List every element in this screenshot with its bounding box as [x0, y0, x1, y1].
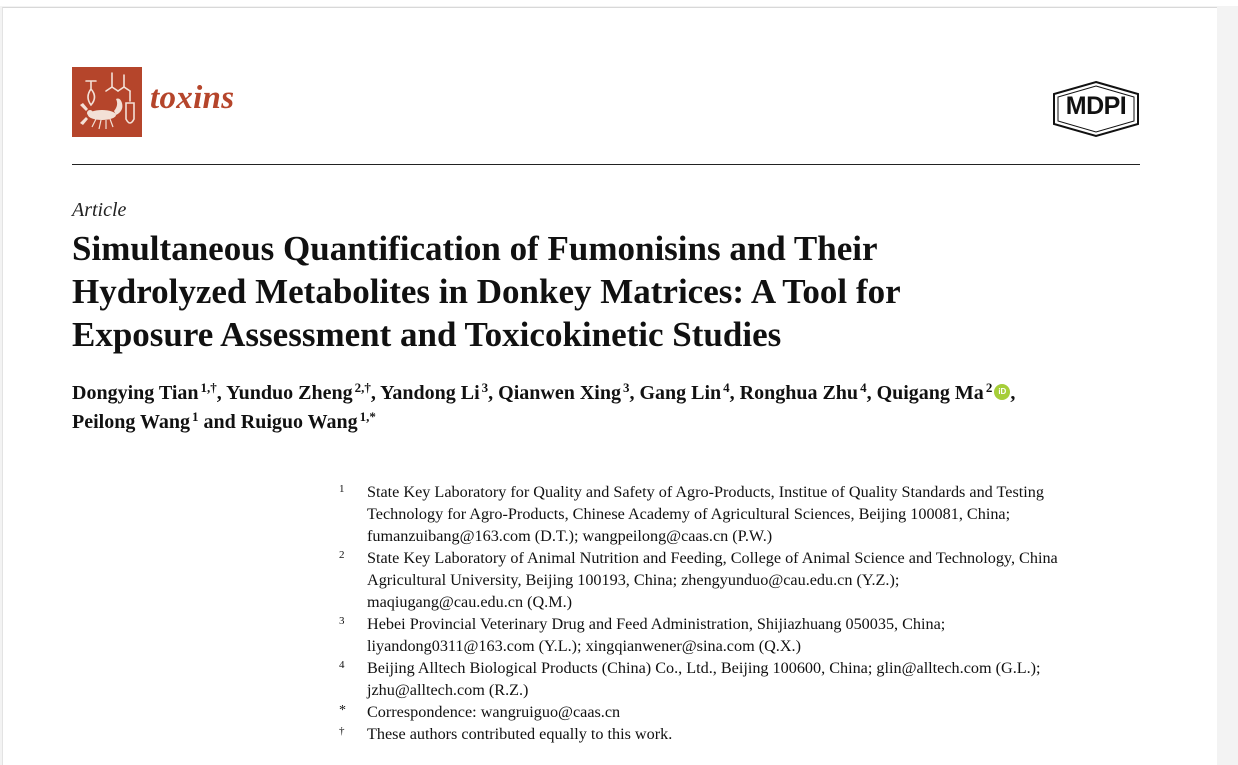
author: [740, 382, 872, 404]
author-separator: ,: [216, 382, 222, 404]
author-name: Peilong Wang: [72, 411, 190, 433]
header-divider: [72, 164, 1140, 165]
author-name: Qianwen Xing: [498, 382, 621, 404]
affiliation-email-line[interactable]: maqiugang@cau.edu.cn (Q.M.): [367, 593, 573, 611]
affiliation-item: [338, 613, 1138, 657]
affiliation-marker: 3: [339, 615, 345, 627]
journal-name: toxins: [150, 80, 235, 116]
affiliation-email-line[interactable]: Beijing Alltech Biological Products (China) Co., Ltd., Beijing 100600, China; glin@alltech.com (G.L.);: [367, 659, 1041, 677]
author-name: Quigang Ma: [876, 382, 984, 404]
author-separator: and: [198, 411, 236, 433]
correspondence-note: [338, 701, 1138, 723]
title-line: Simultaneous Quantification of Fumonisins and Their: [72, 229, 878, 268]
affiliation-item: [338, 657, 1138, 701]
author-affil-ref[interactable]: 4: [723, 380, 730, 395]
affiliation-email-line[interactable]: jzhu@alltech.com (R.Z.): [367, 681, 529, 699]
author-separator: ,: [729, 382, 735, 404]
author-separator: ,: [866, 382, 872, 404]
title-line: Hydrolyzed Metabolites in Donkey Matrices: A Tool for: [72, 272, 901, 311]
author-name: Ronghua Zhu: [739, 382, 859, 404]
author: [380, 382, 493, 404]
equal-contribution-line: These authors contributed equally to this work.: [367, 725, 673, 743]
author-affil-ref[interactable]: 2: [985, 380, 993, 395]
publisher-name: MDPI: [1065, 92, 1127, 120]
affiliation-line: Hebei Provincial Veterinary Drug and Feed Administration, Shijiazhuang 050035, China;: [367, 615, 946, 633]
author-affil-ref[interactable]: 2,†: [354, 380, 371, 395]
author-affil-ref[interactable]: 1,*: [359, 409, 376, 424]
affiliation-marker: 1: [339, 483, 345, 495]
author-separator: ,: [370, 382, 376, 404]
affiliation-item: [338, 547, 1138, 613]
article-title: [72, 227, 1072, 356]
journal-logo: [72, 67, 142, 137]
author: [72, 382, 222, 404]
author-line: [72, 408, 1152, 437]
affiliation-marker: 2: [339, 549, 345, 561]
author-name: Gang Lin: [639, 382, 722, 404]
author-separator: ,: [488, 382, 494, 404]
author-affil-ref[interactable]: 4: [860, 380, 867, 395]
affiliation-line: State Key Laboratory for Quality and Safety of Agro-Products, Institue of Quality Standards and Testing: [367, 483, 1044, 501]
author-affil-ref[interactable]: 3: [622, 380, 630, 395]
affiliation-line: State Key Laboratory of Animal Nutrition and Feeding, College of Animal Science and Technology, China: [367, 549, 1058, 567]
affiliation-email-line[interactable]: fumanzuibang@163.com (D.T.); wangpeilong@caas.cn (P.W.): [367, 527, 773, 545]
author-list: [72, 379, 1152, 437]
viewer-top-strip: [0, 0, 1238, 6]
author: [639, 382, 734, 404]
affiliation-item: [338, 481, 1138, 547]
affiliation-email-line[interactable]: liyandong0311@163.com (Y.L.); xingqianwener@sina.com (Q.X.): [367, 637, 801, 655]
affiliation-line: Technology for Agro-Products, Chinese Academy of Agricultural Sciences, Beijing 100081, China;: [367, 505, 1011, 523]
author-affil-ref[interactable]: 1,†: [200, 380, 217, 395]
author-affil-ref[interactable]: 1: [192, 409, 199, 424]
article-type: Article: [72, 199, 127, 221]
author-affil-ref[interactable]: 3: [481, 380, 489, 395]
author-line: [72, 379, 1152, 408]
title-line: Exposure Assessment and Toxicokinetic Studies: [72, 315, 782, 354]
author: [877, 382, 1016, 404]
equal-contribution-note: [338, 723, 1138, 745]
author-name: Yandong Li: [380, 382, 480, 404]
affiliation-list: [338, 481, 1138, 745]
correspondence-line[interactable]: Correspondence: wangruiguo@caas.cn: [367, 703, 621, 721]
affiliation-marker: †: [339, 725, 345, 737]
author-separator: ,: [629, 382, 635, 404]
viewer-right-gutter: [1216, 7, 1238, 764]
affiliation-marker: 4: [339, 659, 345, 671]
author-name: Ruiguo Wang: [240, 411, 358, 433]
orcid-icon[interactable]: iD: [994, 384, 1010, 400]
affiliation-email-line[interactable]: Agricultural University, Beijing 100193, China; zhengyunduo@cau.edu.cn (Y.Z.);: [367, 571, 900, 589]
author-name: Yunduo Zheng: [226, 382, 353, 404]
author: [226, 382, 376, 404]
author: [498, 382, 634, 404]
author: [241, 411, 376, 433]
author-name: Dongying Tian: [72, 382, 199, 404]
author: [72, 411, 236, 433]
author-separator: ,: [1010, 382, 1016, 404]
affiliation-marker: *: [339, 703, 346, 718]
scorpion-flask-icon: [72, 67, 142, 137]
